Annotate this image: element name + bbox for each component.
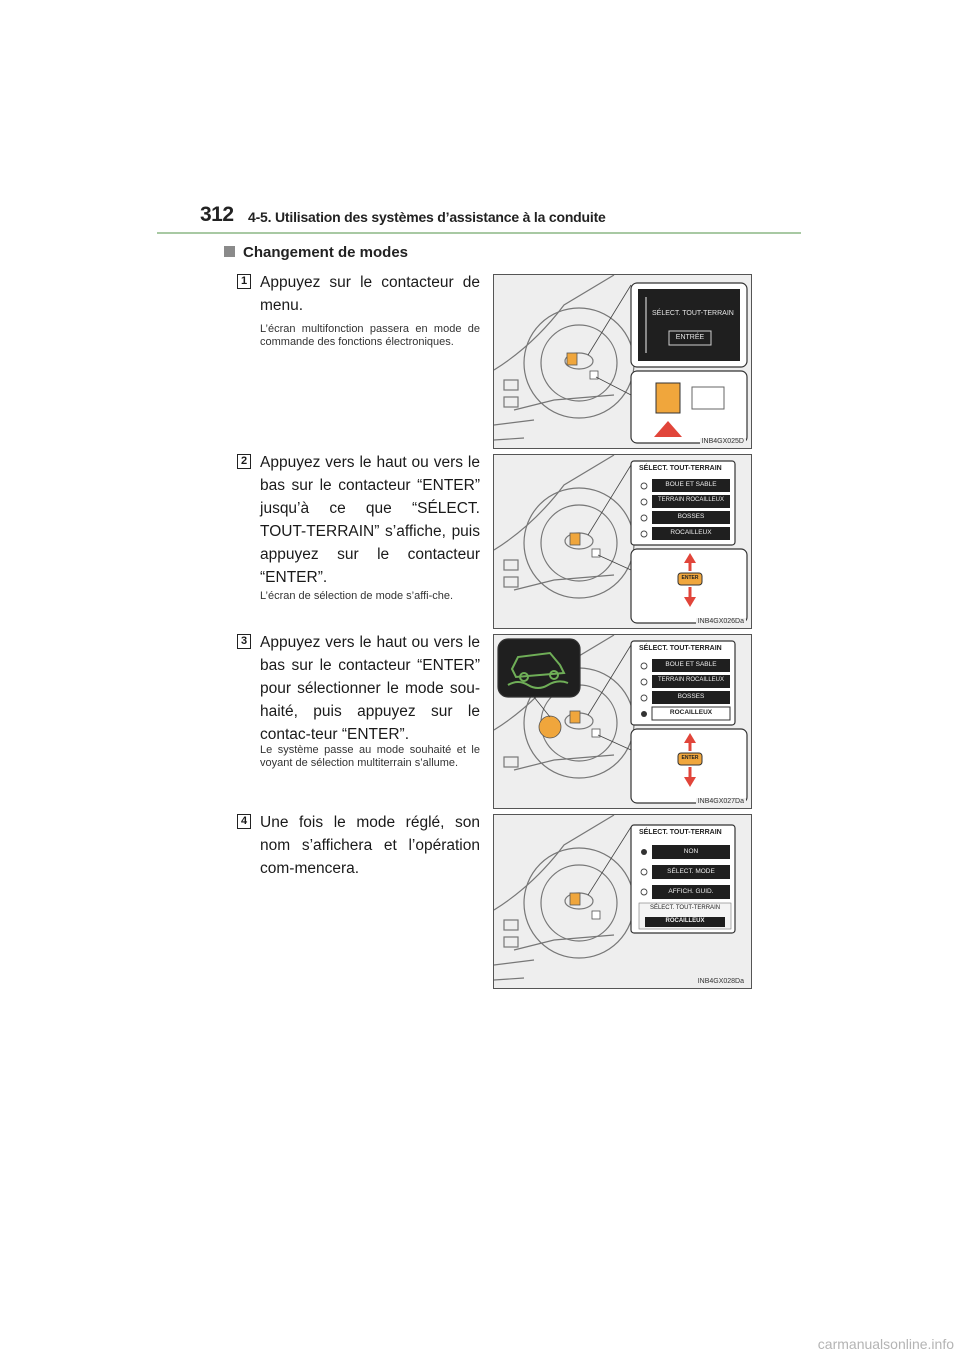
step-3-figure (493, 634, 752, 809)
step-1-note: L’écran multifonction passera en mode de commande des fonctions électroniques. (260, 323, 480, 348)
header-rule (157, 232, 801, 234)
dashboard-illustration (494, 815, 751, 988)
step-2-figure (493, 454, 752, 629)
mode-option: BOSSES (677, 513, 705, 520)
step-1-text: Appuyez sur le contacteur de menu. (260, 274, 480, 314)
step-4-figure (493, 814, 752, 989)
screen-title: SÉLECT. TOUT-TERRAIN (639, 465, 722, 472)
mode-option: BOSSES (677, 693, 705, 700)
step-4-text: Une fois le mode réglé, son nom s’affichera et l’opération com-mencera. (260, 814, 480, 877)
subsection-title (224, 244, 408, 261)
screen-title: SÉLECT. TOUT-TERRAIN (639, 829, 722, 836)
mode-option: TERRAIN ROCAILLEUX (657, 497, 724, 503)
figure-code: INB4GX028Da (697, 978, 744, 985)
step-badge-2: 2 (237, 454, 251, 469)
screen-title: SÉLECT. TOUT-TERRAIN (652, 310, 734, 317)
mode-option-selected: ROCAILLEUX (669, 709, 713, 716)
step-badge-1: 1 (237, 274, 251, 289)
mode-option: BOUE ET SABLE (665, 661, 717, 668)
step-3-note: Le système passe au mode souhaité et le voyant de sélection multiterrain s’allume. (260, 744, 480, 769)
watermark: carmanualsonline.info (817, 1336, 954, 1352)
step-1-figure (493, 274, 752, 449)
status-title: SÉLECT. TOUT-TERRAIN (649, 905, 721, 911)
mode-option: BOUE ET SABLE (665, 481, 717, 488)
step-2-note: L’écran de sélection de mode s’affi-che. (260, 590, 454, 602)
mode-option: TERRAIN ROCAILLEUX (657, 677, 724, 683)
figure-code: INB4GX025D (701, 438, 744, 445)
menu-option: AFFICH. GUID. (668, 888, 714, 895)
menu-option: SÉLECT. MODE (667, 868, 715, 875)
subsection-title-text: Changement de modes (243, 244, 409, 261)
screen-title: SÉLECT. TOUT-TERRAIN (639, 645, 722, 652)
step-2-text: Appuyez vers le haut ou vers le bas sur le contacteur “ENTER” jusqu’à ce que “SÉLECT. TOUT-TERRAIN” s’affiche, puis appuyez sur le contacteur “ENTER”. (260, 454, 480, 586)
figure-code: INB4GX026Da (697, 618, 744, 625)
dashboard-illustration (494, 275, 751, 448)
page-number: 312 (200, 203, 234, 226)
enter-switch-label: ENTER (681, 575, 699, 581)
section-title: 4-5. Utilisation des systèmes d’assistance à la conduite (248, 209, 606, 225)
step-3-text: Appuyez vers le haut ou vers le bas sur le contacteur “ENTER” pour sélectionner le mode sou-haité, puis appuyez sur le contac-teur “ENTER”. (260, 634, 480, 743)
figure-code: INB4GX027Da (697, 798, 744, 805)
mode-option: ROCAILLEUX (670, 529, 712, 536)
screen-button: ENTRÉE (675, 334, 705, 341)
step-badge-3: 3 (237, 634, 251, 649)
square-bullet-icon (224, 246, 235, 257)
status-value: ROCAILLEUX (665, 918, 705, 924)
menu-option: NON (683, 848, 699, 855)
enter-switch-label: ENTER (681, 755, 699, 761)
step-badge-4: 4 (237, 814, 251, 829)
